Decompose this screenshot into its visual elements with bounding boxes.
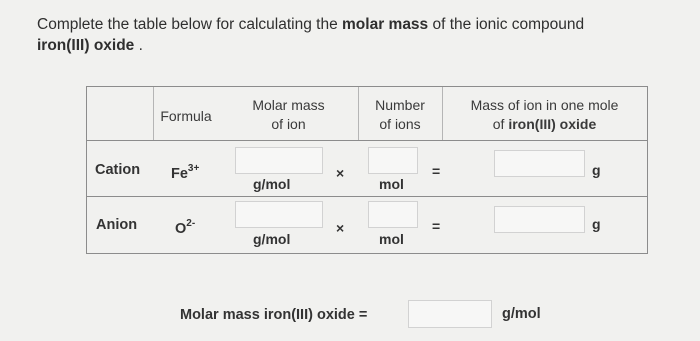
header-number-of-ions <box>358 96 442 134</box>
cation-formula-base: Fe <box>171 166 188 182</box>
header-formula: Formula <box>160 108 212 124</box>
cation-mass-input[interactable] <box>494 150 585 177</box>
row-separator <box>87 196 647 197</box>
header-number-line1: Number <box>375 97 425 113</box>
header-mass-line2 <box>442 115 647 134</box>
question-part2: of the ionic compound <box>428 16 585 33</box>
header-mass-line2-bold: iron(III) oxide <box>508 116 597 132</box>
final-molar-mass-unit: g/mol <box>502 306 541 322</box>
row-label-cation: Cation <box>95 162 141 178</box>
row-label-anion: Anion <box>96 217 138 233</box>
cation-equals-sign: = <box>432 163 441 179</box>
anion-formula <box>175 218 195 237</box>
cation-formula <box>171 163 199 182</box>
question-text <box>37 14 677 56</box>
anion-equals-sign: = <box>432 218 441 234</box>
anion-number-input[interactable] <box>368 201 418 228</box>
anion-times-sign: × <box>336 220 345 236</box>
anion-formula-charge: 2- <box>186 218 196 229</box>
header-separator <box>87 140 647 141</box>
cation-times-sign: × <box>336 165 345 181</box>
anion-molar-mass-unit: g/mol <box>253 231 291 247</box>
cation-molar-mass-unit: g/mol <box>253 176 291 192</box>
header-molar-mass-line1: Molar mass <box>252 97 325 113</box>
header-mass-line1: Mass of ion in one mole <box>470 97 619 113</box>
molar-mass-table <box>86 86 648 254</box>
header-molar-mass <box>219 96 358 134</box>
cation-count-unit: mol <box>379 176 404 192</box>
header-mass-of-ion <box>442 96 647 134</box>
question-bold-molar-mass: molar mass <box>342 16 429 33</box>
anion-mass-unit: g <box>592 216 601 232</box>
final-molar-mass-label: Molar mass iron(III) oxide = <box>180 307 368 323</box>
cation-number-input[interactable] <box>368 147 418 174</box>
anion-mass-input[interactable] <box>494 206 585 233</box>
cation-molar-mass-input[interactable] <box>235 147 323 174</box>
question-period: . <box>134 37 143 54</box>
cation-mass-unit: g <box>592 162 601 178</box>
final-molar-mass-input[interactable] <box>408 300 492 328</box>
question-compound: iron(III) oxide <box>37 37 135 54</box>
anion-molar-mass-input[interactable] <box>235 201 323 228</box>
anion-formula-base: O <box>175 221 187 237</box>
anion-count-unit: mol <box>379 231 404 247</box>
header-molar-mass-line2: of ion <box>271 116 306 132</box>
cation-formula-charge: 3+ <box>187 163 200 174</box>
question-part1: Complete the table below for calculating the <box>37 16 343 33</box>
header-number-line2: of ions <box>379 116 421 132</box>
header-mass-line2-prefix: of <box>492 116 509 132</box>
